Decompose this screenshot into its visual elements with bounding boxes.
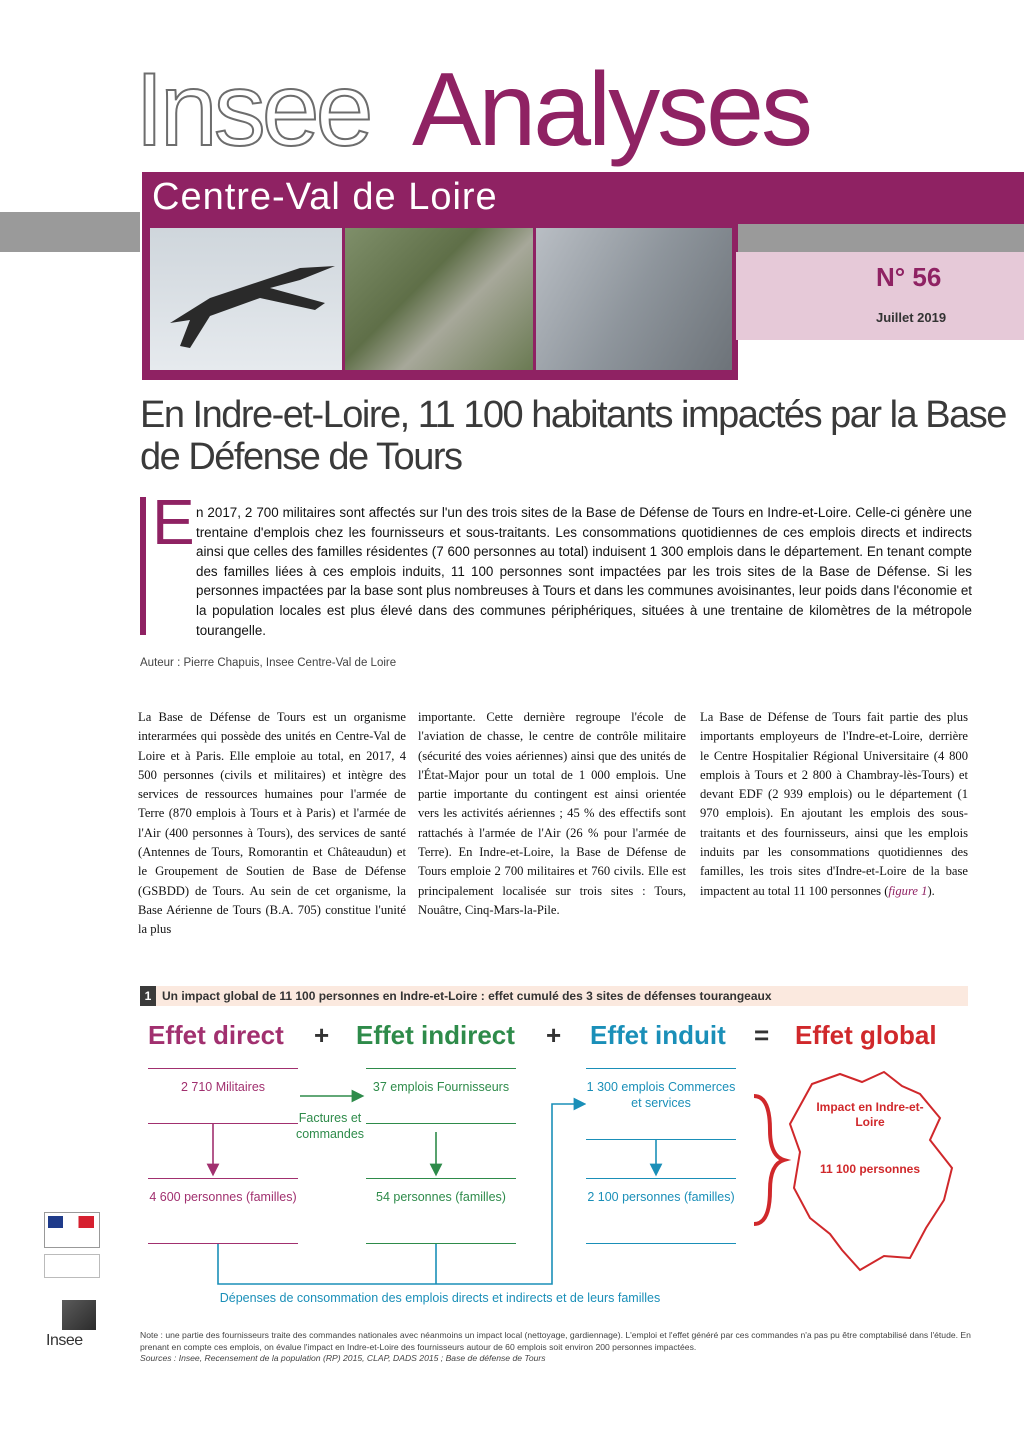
map-label: Impact en Indre-et-Loire bbox=[816, 1100, 924, 1129]
box-induced-families bbox=[586, 1178, 736, 1244]
brand-insee: Insee bbox=[135, 52, 370, 168]
body-column-1: La Base de Défense de Tours est un organisme interarmées qui possède des unités en Centre-Val de Loire et à Paris. Elle emploie au total, en 2017, 4 500 personnes (civils et militaires) et intègre des services de ressources humaines pour l'armée de Terre (870 emplois à Tours et à Paris) et l'armée de l'Air (400 personnes à Tours), des services de santé (Antennes de Tours, Romorantin et Châteaudun) et le Groupement de Soutien de Base de Défense (GSBDD) de Tours. Au sein de cet organisme, la Base Aérienne de Tours (B.A. 705) constitue l'unité la plus bbox=[138, 710, 406, 937]
brace-icon bbox=[754, 1096, 784, 1224]
box-supplier-families bbox=[366, 1178, 516, 1244]
effect-induit-heading: Effet induit bbox=[590, 1020, 726, 1050]
header-gray-band bbox=[0, 212, 140, 252]
box-supplier-families-label: 54 personnes (familles) bbox=[376, 1190, 506, 1204]
summary-drop-cap: E bbox=[152, 486, 195, 558]
insee-mark-icon bbox=[62, 1300, 96, 1330]
brand-analyses: Analyses bbox=[412, 52, 810, 168]
box-military bbox=[148, 1068, 298, 1124]
ministry-logo bbox=[44, 1254, 100, 1278]
author-line: Auteur : Pierre Chapuis, Insee Centre-Val de Loire bbox=[140, 657, 397, 669]
box-military-label: 2 710 Militaires bbox=[180, 1080, 266, 1094]
french-flag-icon bbox=[48, 1216, 94, 1228]
equals-sign: = bbox=[754, 1020, 770, 1050]
box-services bbox=[586, 1068, 736, 1140]
issue-date: Juillet 2019 bbox=[876, 310, 947, 325]
summary-accent-bar bbox=[140, 497, 146, 635]
jet-silhouette-icon bbox=[150, 228, 342, 370]
plus-sign-1: + bbox=[314, 1020, 330, 1050]
body-column-3 bbox=[700, 708, 968, 901]
body-column-3-end: ). bbox=[927, 883, 935, 898]
box-induced-families-label: 2 100 personnes (familles) bbox=[587, 1190, 735, 1204]
box-suppliers-label: 37 emplois Fournisseurs bbox=[372, 1080, 510, 1094]
box-suppliers bbox=[366, 1068, 516, 1124]
photo-pilot bbox=[536, 228, 732, 370]
figure-note bbox=[140, 1330, 980, 1365]
box-military-families bbox=[148, 1178, 298, 1244]
effect-global-heading: Effet global bbox=[795, 1020, 937, 1050]
figure-note-text: Note : une partie des fournisseurs traite des commandes nationales avec néanmoins un impact local (nettoyage, gardiennage). L'emploi et l'effet généré par ces commandes n'a pas pu être comptabilisé dans l'étude. En prenant en compte ces emplois, on évalue l'impact en Indre-et-Loire des fournisseurs autour de 60 emplois soit environ 200 personnes impactées. bbox=[140, 1330, 971, 1352]
body-column-3-text: La Base de Défense de Tours fait partie des plus importants employeurs de l'Indre-et-Loire, derrière le Centre Hospitalier Régional Universitaire (4 800 emplois à Tours et 2 800 à Chambray-lès-Tours) et devant EDF (2 939 emplois) ou le département (1 970 emplois). En ajoutant les emplois des sous-traitants et des fournisseurs, ainsi que les emplois induits par les consommations quotidiennes des familles, les trois sites d'Indre-et-Loire de la base impactent au total 11 100 personnes ( bbox=[700, 710, 968, 898]
invoices-label: Factures et commandes bbox=[295, 1111, 365, 1141]
page-title: En Indre-et-Loire, 11 100 habitants impactés par la Base de Défense de Tours bbox=[140, 394, 1006, 478]
summary-text: n 2017, 2 700 militaires sont affectés sur l'un des trois sites de la Base de Défense de Tours en Indre-et-Loire. Celle-ci génère une trentaine d'emplois chez les fournisseurs et sous-traitants. Les consommations quotidiennes de ces emplois directs et indirects ainsi que celles des familles résidentes (7 600 personnes au total) induisent 1 300 emplois dans le département. En tenant compte des familles liées à ces emplois induits, 11 100 personnes sont impactées par les trois sites de la Base de Défense. Si les personnes impactées par la base sont plus nombreuses à Tours et dans les communes avoisinantes, leur poids dans l'économie et la population locales est plus élevé dans des communes périphériques, situées à une trentaine de kilomètres de la métropole tourangelle. bbox=[196, 505, 972, 638]
figure-reference-link[interactable]: figure 1 bbox=[888, 883, 928, 898]
body-column-2: importante. Cette dernière regroupe l'école de l'aviation de chasse, le centre de contrôle militaire (sécurité des voies aériennes) ainsi que des unités de l'État-Major pour un total de 1 000 emplois. Une partie importante du contingent est ainsi orientée vers les activités aériennes ; 45 % des effectifs sont rattachés à l'armée de l'Air (26 % pour l'armée de Terre). En Indre-et-Loire, la Base de Défense de Tours emploie 2 700 militaires et 760 civils. Elle est principalement localisée sur trois sites : Tours, Nouâtre, Cinq-Mars-la-Pile. bbox=[418, 710, 686, 917]
photo-base-aerial bbox=[345, 228, 533, 370]
consumption-label: Dépenses de consommation des emplois directs et indirects et de leurs familles bbox=[219, 1291, 661, 1305]
photo-jet bbox=[150, 228, 342, 370]
issue-number: N° 56 bbox=[876, 262, 942, 292]
plus-sign-2: + bbox=[546, 1020, 562, 1050]
insee-logo-text: Insee bbox=[46, 1332, 83, 1349]
box-military-families-label: 4 600 personnes (familles) bbox=[149, 1190, 297, 1204]
map-count: 11 100 personnes bbox=[819, 1162, 921, 1176]
figure-sources: Sources : Insee, Recensement de la population (RP) 2015, CLAP, DADS 2015 ; Base de défense de Tours bbox=[140, 1353, 546, 1364]
box-services-label: 1 300 emplois Commerces et services bbox=[586, 1080, 736, 1110]
effect-indirect-heading: Effet indirect bbox=[356, 1020, 515, 1050]
figure-title: Un impact global de 11 100 personnes en Indre-et-Loire : effet cumulé des 3 sites de défenses tourangeaux bbox=[162, 989, 772, 1003]
region-name: Centre-Val de Loire bbox=[152, 176, 498, 218]
effect-direct-heading: Effet direct bbox=[148, 1020, 284, 1050]
figure-number: 1 bbox=[140, 986, 156, 1006]
